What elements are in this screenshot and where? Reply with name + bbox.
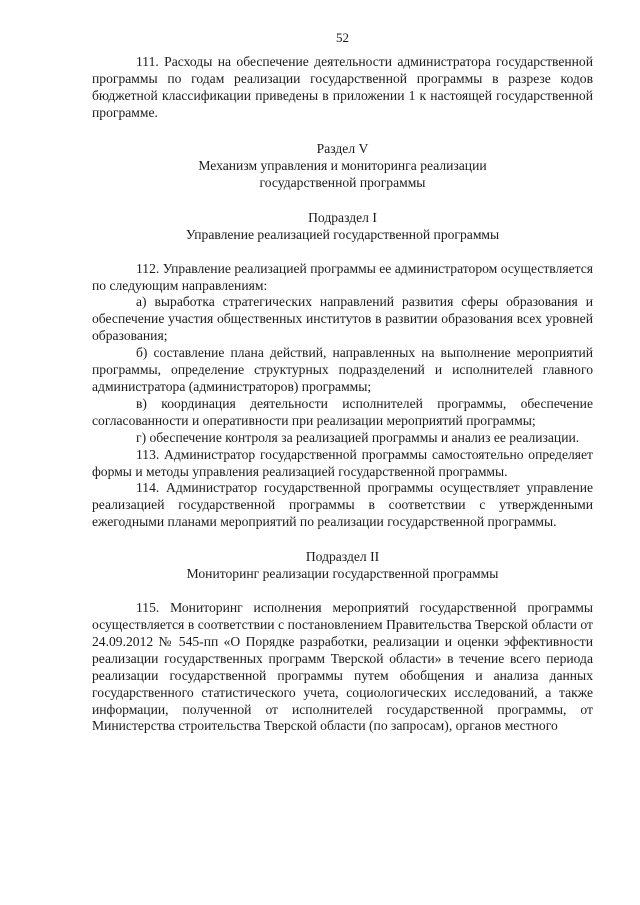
paragraph-112-b: б) составление плана действий, направленных на выполнение мероприятий программы, определение структурных подразделений и исполнителей главного администратора (администраторов) программы; bbox=[92, 345, 593, 394]
subsection-2-label: Подраздел II bbox=[305, 549, 380, 565]
subsection-2-title: Мониторинг реализации государственной программы bbox=[186, 566, 499, 582]
section-label: Раздел V bbox=[316, 140, 369, 156]
paragraph-115: 115. Мониторинг исполнения мероприятий государственной программы осуществляется в соответствии с постановлением Правительства Тверской области от 24.09.2012 № 545-пп «О Порядке разработки, реализации и оценки эффективности реализации государственных программ Тверской области» в течение всего периода реализации государственной программы путем обобщения и анализа данных государственного статистического учета, социологических исследований, а также информации, полученной от исполнителей государственной программы, от Министерства строительства Тверской области (по запросам), органов местного bbox=[92, 600, 593, 734]
subsection-1-label: Подраздел I bbox=[308, 209, 377, 225]
paragraph-112-a: а) выработка стратегических направлений развития сферы образования и обеспечение участия общественных институтов в развитии образования всех уровней образования; bbox=[92, 294, 593, 344]
paragraph-113: 113. Администратор государственной программы самостоятельно определяет формы и методы управления реализацией государственной программы. bbox=[92, 446, 593, 479]
paragraph-111: 111. Расходы на обеспечение деятельности администратора государственной программы по годам реализации государственной программы в разрезе кодов бюджетной классификации приведены в приложении 1 к настоящей государственной программе. bbox=[92, 54, 593, 120]
paragraph-112-c: в) координация деятельности исполнителей программы, обеспечение согласованности и оперативности при реализации мероприятий программы; bbox=[92, 395, 593, 428]
section-title-line-1: Механизм управления и мониторинга реализации bbox=[198, 157, 487, 173]
paragraph-112-d: г) обеспечение контроля за реализацией программы и анализ ее реализации. bbox=[136, 429, 580, 445]
subsection-1-title: Управление реализацией государственной программы bbox=[185, 226, 500, 242]
paragraph-112: 112. Управление реализацией программы ее администратором осуществляется по следующим направлениям: bbox=[92, 260, 593, 293]
paragraph-114: 114. Администратор государственной программы осуществляет управление реализацией государственной программы в соответствии с утвержденными ежегодными планами мероприятий по реализации государственной программы. bbox=[92, 480, 593, 530]
section-title-line-2: государственной программы bbox=[259, 174, 426, 190]
page-number: 52 bbox=[336, 30, 349, 45]
